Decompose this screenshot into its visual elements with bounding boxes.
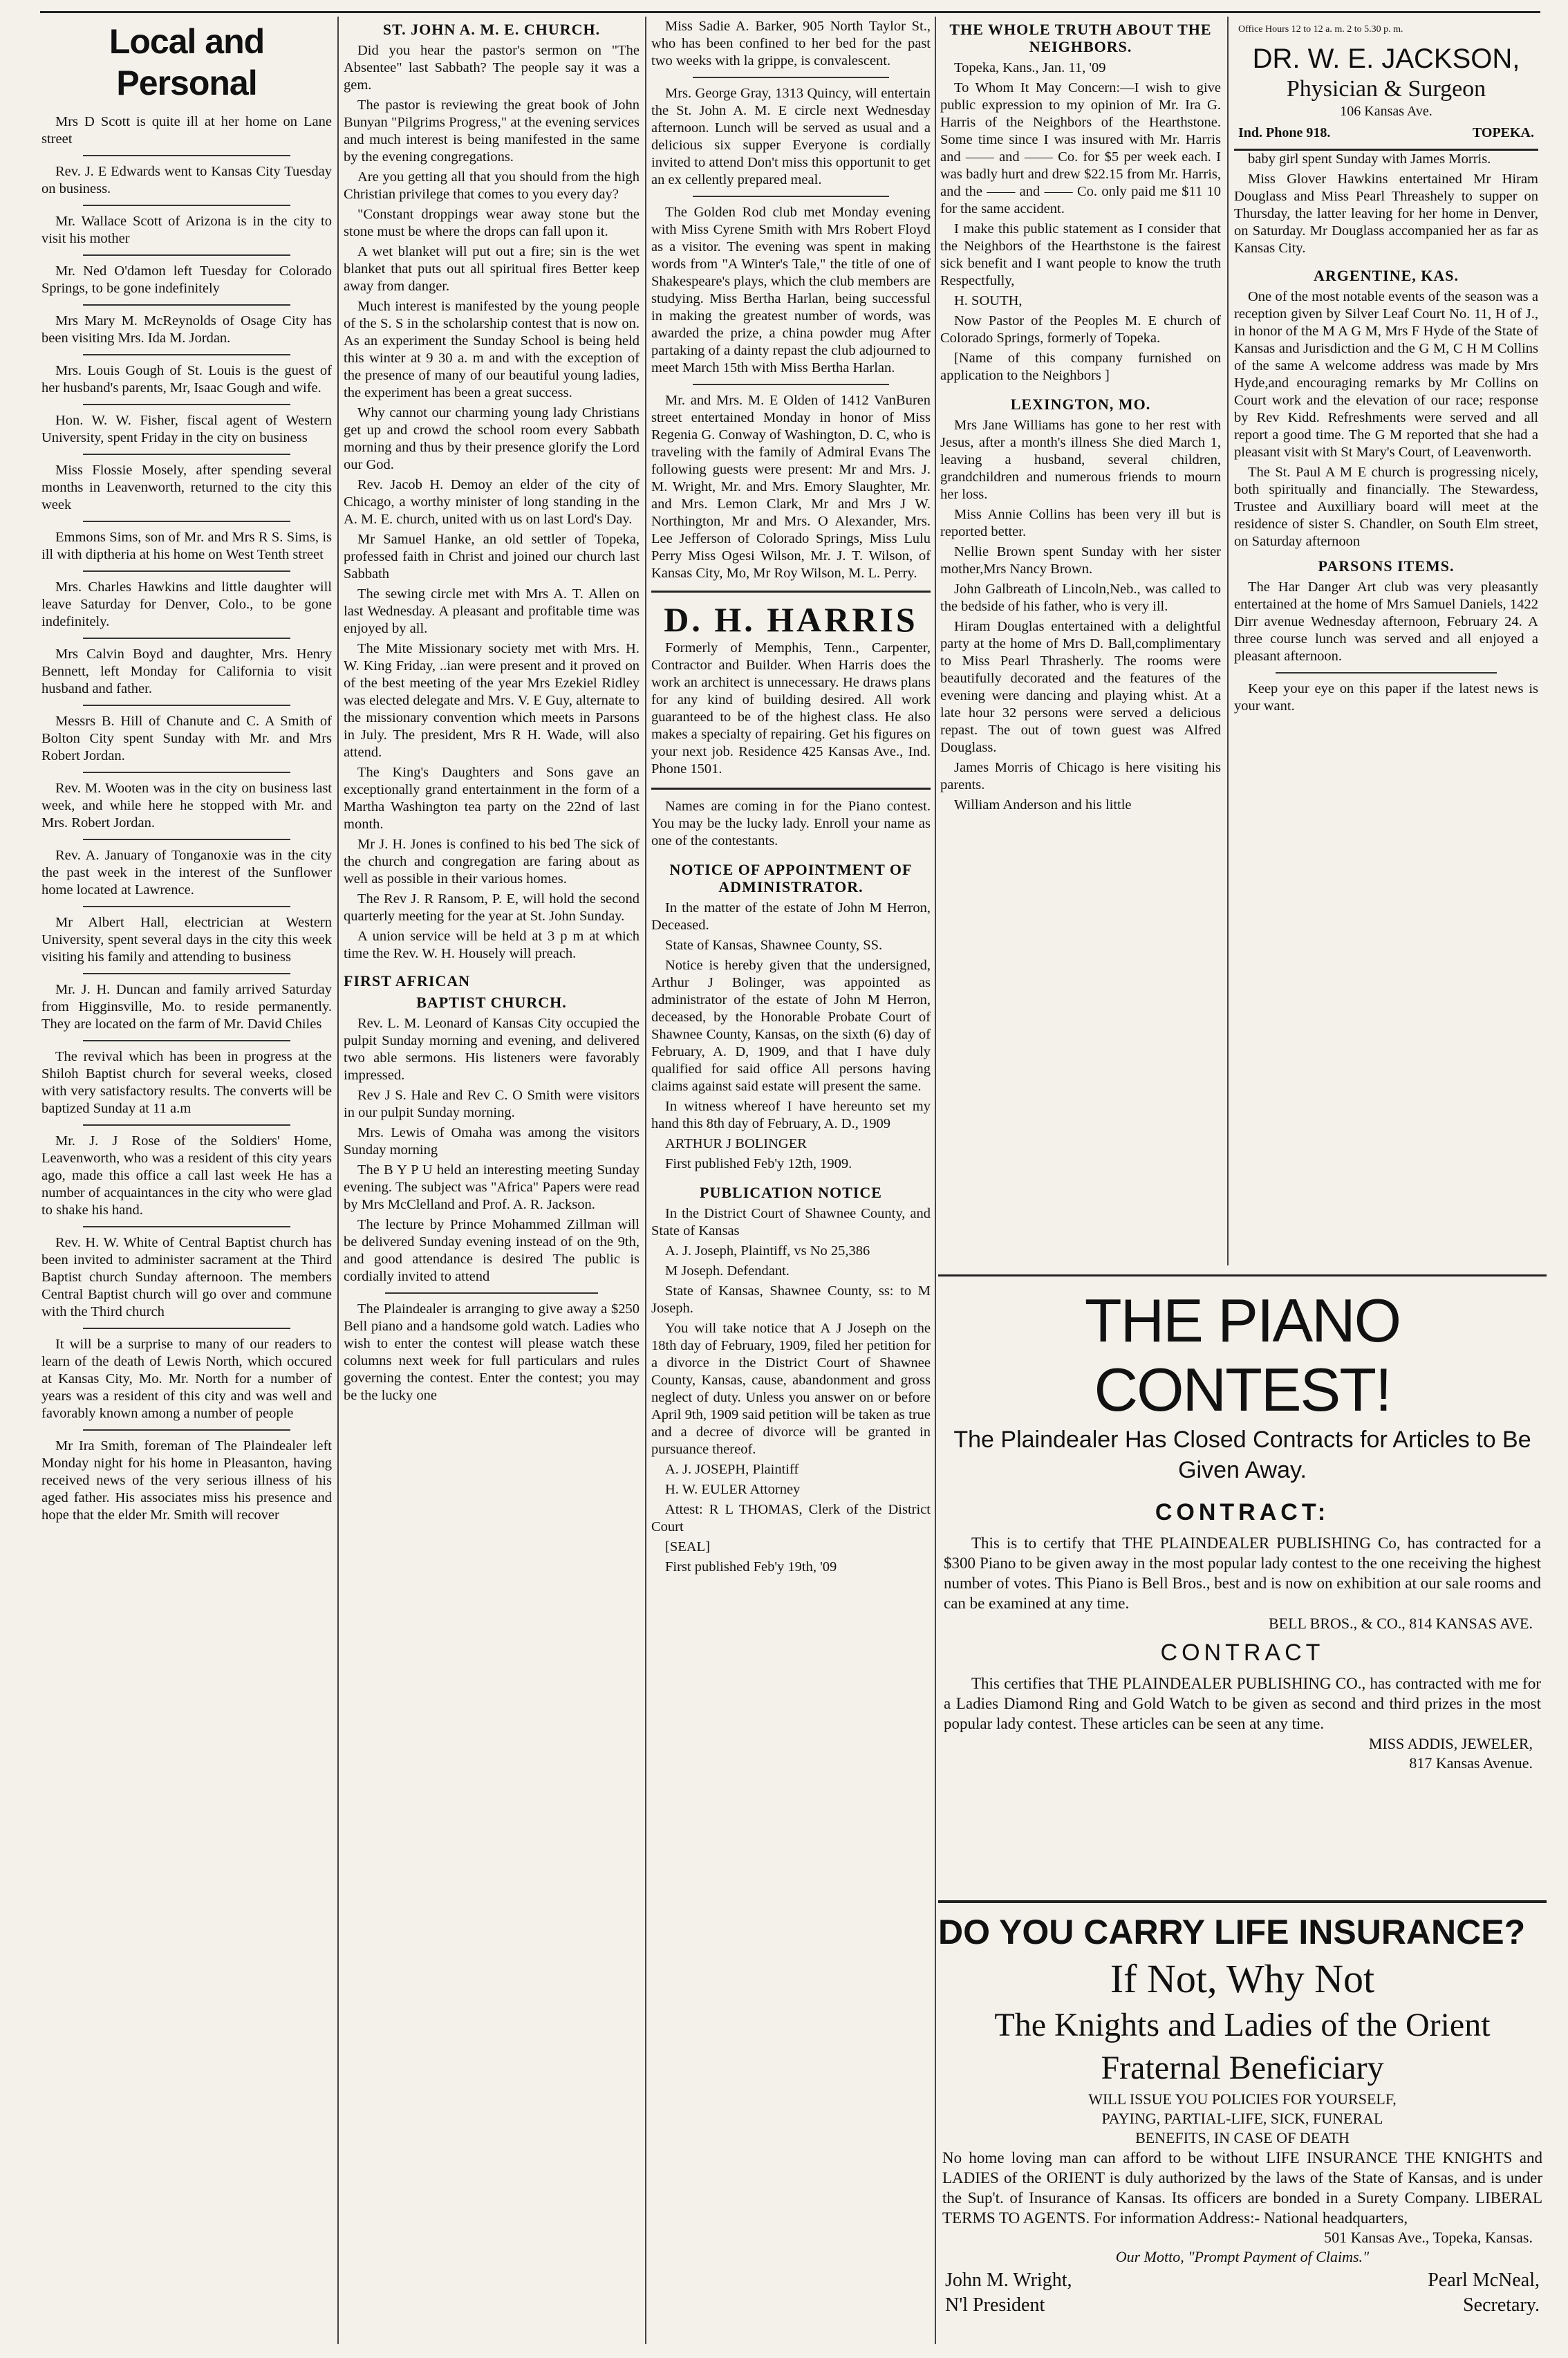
- church-paragraph: Why cannot our charming young lady Christians get up and crowd the school room every Sabbath morning and thus by their presence glorify the Lord our God.: [344, 405, 640, 472]
- baptist-paragraph: Rev J S. Hale and Rev C. O Smith were visitors in our pulpit Sunday morning.: [344, 1088, 640, 1120]
- column-divider: [935, 17, 936, 2344]
- item-separator: [83, 354, 290, 355]
- local-personal-heading: Local and Personal: [109, 22, 265, 102]
- item-separator: [693, 77, 889, 78]
- doctor-title: Physician & Surgeon: [1286, 76, 1486, 102]
- lexington-paragraph: Hiram Douglas entertained with a delightful party at the home of Mrs D. Ball,complimentary to Miss Pearl Thrasherly. The rooms were beautifully decorated and the features of the evening were dancing and playing whist. At a late hour 32 persons were served a delicious repast. The out of town guest was Alfred Douglass.: [940, 619, 1221, 755]
- church-paragraph: Did you hear the pastor's sermon on "The Absentee" last Sabbath? The people say it was a gem.: [344, 43, 640, 93]
- contract-text: This certifies that THE PLAINDEALER PUBLISHING CO., has contracted with me for a Ladies Diamond Ring and Gold Watch to be given as second and third prizes in the most popular lady contest. These articles can be seen at any time.: [944, 1675, 1541, 1732]
- local-item: Rev. A. January of Tonganoxie was in the city the past week in the interest of the Sunflower home located at Lawrence.: [41, 848, 332, 898]
- letter-paragraph: Topeka, Kans., Jan. 11, '09: [954, 60, 1106, 75]
- publication-paragraph: A. J. JOSEPH, Plaintiff: [665, 1462, 799, 1477]
- publication-paragraph: [SEAL]: [665, 1539, 710, 1554]
- publication-paragraph: A. J. Joseph, Plaintiff, vs No 25,386: [665, 1243, 870, 1259]
- item-separator: [693, 196, 889, 197]
- item-separator: [83, 205, 290, 206]
- item-separator: [83, 906, 290, 907]
- argentine-heading: ARGENTINE, KAS.: [1314, 267, 1459, 284]
- item-separator: [83, 570, 290, 572]
- item-separator: [83, 705, 290, 706]
- insurance-address: 501 Kansas Ave., Topeka, Kansas.: [1324, 2229, 1533, 2246]
- baptist-paragraph: The B Y P U held an interesting meeting Sunday evening. The subject was "Africa" Papers were read by Mrs McClelland and Prof. A. R. Jackson.: [344, 1162, 640, 1212]
- column-neighbors: [940, 18, 1221, 1265]
- baptist-heading: BAPTIST CHURCH.: [416, 994, 567, 1011]
- keep-eye-notice: Keep your eye on this paper if the latest news is your want.: [1234, 681, 1538, 714]
- item-separator: [385, 1292, 598, 1294]
- church-paragraph: The sewing circle met with Mrs A. T. Allen on last Wednesday. A pleasant and profitable time was enjoyed by all.: [344, 586, 640, 636]
- church-paragraph: A union service will be held at 3 p m at which time the Rev. W. H. Housely will preach.: [344, 929, 640, 961]
- item-separator: [1276, 672, 1497, 674]
- local-item: Mrs Calvin Boyd and daughter, Mrs. Henry Bennett, left Monday for California to visit husband and father.: [41, 647, 332, 696]
- doctor-city: TOPEKA.: [1472, 125, 1534, 140]
- publication-paragraph: Attest: R L THOMAS, Clerk of the District Court: [651, 1502, 931, 1534]
- local-item: It will be a surprise to many of our readers to learn of the death of Lewis North, which occured at Kansas City, Mo. Mr. North for a number of years was a resident of this city and was well and favorably known among a number of people: [41, 1337, 332, 1421]
- item-separator: [83, 973, 290, 974]
- local-item: Messrs B. Hill of Chanute and C. A Smith of Bolton City spent Sunday with Mr. and Mrs Robert Jordan.: [41, 714, 332, 763]
- publication-paragraph: State of Kansas, Shawnee County, ss: to M Joseph.: [651, 1283, 931, 1316]
- lexington-paragraph: Miss Annie Collins has been very ill but is reported better.: [940, 507, 1221, 539]
- insurance-signatures: [945, 2269, 1540, 2292]
- church-paragraph: The pastor is reviewing the great book of John Bunyan "Pilgrims Progress," at the evening services and much interest is being manifested in the same by the evening congregations.: [344, 98, 640, 165]
- piano-contest-title: THE PIANO CONTEST!: [1084, 1286, 1401, 1424]
- contract-heading: CONTRACT:: [1155, 1499, 1330, 1525]
- item-separator: [83, 521, 290, 522]
- church-paragraph: Mr J. H. Jones is confined to his bed The sick of the church and congregation are faring about as well as possible in their various homes.: [344, 837, 640, 886]
- column-divider: [337, 17, 339, 2344]
- publication-paragraph: First published Feb'y 19th, '09: [665, 1559, 837, 1575]
- doctor-address: 106 Kansas Ave.: [1340, 104, 1432, 119]
- notice-paragraph: In witness whereof I have hereunto set my hand this 8th day of February, A. D., 1909: [651, 1099, 931, 1131]
- local-item: The revival which has been in progress at the Shiloh Baptist church for several weeks, closed with very satisfactory results. The converts will be baptized Sunday at 11 a.m: [41, 1049, 332, 1116]
- lexington-paragraph: James Morris of Chicago is here visiting his parents.: [940, 760, 1221, 792]
- social-paragraph: The Golden Rod club met Monday evening with Miss Cyrene Smith with Mrs Robert Floyd as a visitor. The evening was spent in making words from "A Winter's Tale," the title of one of Shakespeare's plays, which the club members are studying. Miss Bertha Harlan, being successful in making the greatest number of words, was awarded the prize, a china powder mug After partaking of a dainty repast the club adjourned to meet March 15th with Miss Bertha Harlan.: [651, 205, 931, 375]
- church-paragraph: A wet blanket will put out a fire; sin is the wet blanket that puts out all spiritual fires Better keep away from danger.: [344, 244, 640, 294]
- notice-paragraph: State of Kansas, Shawnee County, SS.: [665, 938, 883, 953]
- publication-paragraph: M Joseph. Defendant.: [665, 1263, 790, 1279]
- notice-paragraph: In the matter of the estate of John M Herron, Deceased.: [651, 900, 931, 933]
- church-paragraph: Mr Samuel Hanke, an old settler of Topeka, professed faith in Christ and joined our church last Sabbath: [344, 532, 640, 582]
- contract-signature: MISS ADDIS, JEWELER,: [1368, 1735, 1533, 1752]
- parsons-paragraph: The Har Danger Art club was very pleasantly entertained at the home of Mrs Samuel Daniels, 1422 Dirr avenue Wednesday afternoon, February 24. A three course lunch was served and all enjoyed a pleasant afternoon.: [1234, 579, 1538, 664]
- insurance-body: No home loving man can afford to be without LIFE INSURANCE THE KNIGHTS and LADIES of the ORIENT is duly authorized by the laws of the State of Kansas, and is under the Sup't. of Insurance of Kansas. Its officers are bonded in a Surety Company. LIBERAL TERMS TO AGENTS. For information Address:- National headquarters,: [942, 2149, 1542, 2227]
- insurance-headline: DO YOU CARRY LIFE INSURANCE?: [938, 1913, 1526, 1951]
- top-rule: [40, 11, 1540, 13]
- contract-address: 817 Kansas Avenue.: [1409, 1754, 1533, 1772]
- contract-heading: CONTRACT: [1160, 1640, 1325, 1666]
- column-local-personal: [41, 18, 332, 2344]
- local-item: Mrs D Scott is quite ill at her home on Lane street: [41, 114, 332, 147]
- parsons-heading: PARSONS ITEMS.: [1318, 557, 1455, 575]
- item-separator: [83, 772, 290, 773]
- lexington-paragraph: Nellie Brown spent Sunday with her sister mother,Mrs Nancy Brown.: [940, 544, 1221, 577]
- local-item: Mr. Ned O'damon left Tuesday for Colorado Springs, to be gone indefinitely: [41, 263, 332, 296]
- item-separator: [83, 304, 290, 306]
- doctor-ad: [1234, 18, 1538, 151]
- item-separator: [83, 1429, 290, 1431]
- social-paragraph: Miss Sadie A. Barker, 905 North Taylor St., who has been confined to her bed for the past two weeks with la grippe, is convalescent.: [651, 19, 931, 68]
- news-paragraph: Miss Glover Hawkins entertained Mr Hiram Douglass and Miss Pearl Threashely to supper on Thursday, the latter leaving for her home in Denver, on Saturday. Mr Douglass accompanied her as far as Kansas City.: [1234, 171, 1538, 256]
- publication-paragraph: In the District Court of Shawnee County, and State of Kansas: [651, 1206, 931, 1238]
- notice-heading: NOTICE OF APPOINTMENT OF ADMINISTRATOR.: [669, 861, 913, 895]
- local-item: Mrs Mary M. McReynolds of Osage City has been visiting Mrs. Ida M. Jordan.: [41, 313, 332, 346]
- insurance-org: The Knights and Ladies of the Orient: [994, 2007, 1491, 2043]
- local-item: Mr. Wallace Scott of Arizona is in the city to visit his mother: [41, 214, 332, 246]
- baptist-heading: FIRST AFRICAN: [344, 972, 471, 990]
- notice-paragraph: First published Feb'y 12th, 1909.: [665, 1156, 852, 1171]
- church-paragraph: Much interest is manifested by the young people of the S. S in the scholarship contest that is now on. As an experiment the Sunday School is being held this winter at 9 30 a. m and with the exception of the presence of many of our beautiful young ladies, the experiment has been a great success.: [344, 299, 640, 400]
- item-separator: [83, 1124, 290, 1126]
- church-paragraph: The Mite Missionary society met with Mrs. H. W. King Friday, ..ian were present and it proved on of the best meeting of the year Mrs Ezekiel Ridley was elected delegate and Mrs. V. E Guy, alternate to the missionary convention which meets in Parsons in July. The president, Mrs R H. Wade, will also attend.: [344, 641, 640, 760]
- church-paragraph: Rev. Jacob H. Demoy an elder of the city of Chicago, a worthy minister of long standing in the A. M. E. church, united with us on last Lord's Day.: [344, 477, 640, 527]
- insurance-subheadline: If Not, Why Not: [1110, 1956, 1375, 2001]
- harris-ad: [651, 591, 931, 790]
- church-paragraph: The Rev J. R Ransom, P. E, will hold the second quarterly meeting for the year at St. John Sunday.: [344, 891, 640, 924]
- insurance-line: PAYING, PARTIAL-LIFE, SICK, FUNERAL: [1101, 2110, 1383, 2127]
- insurance-line: WILL ISSUE YOU POLICIES FOR YOURSELF,: [1088, 2090, 1397, 2108]
- piano-announcement: The Plaindealer is arranging to give away a $250 Bell piano and a handsome gold watch. Ladies who wish to enter the contest will please watch these columns next week for full particulars and rules governing the contest. Enter the contest; you may be the lucky one: [344, 1301, 640, 1403]
- column-doctor-news: [1234, 18, 1538, 1265]
- news-paragraph: baby girl spent Sunday with James Morris.: [1248, 151, 1491, 167]
- doctor-phone: Ind. Phone 918.: [1238, 125, 1331, 140]
- argentine-paragraph: The St. Paul A M E church is progressing nicely, both spiritually and financially. The Stewardess, Trustee and Auxilliary board will meet at the residence of sister S. Chandler, on South Elm street, on Saturday afternoon: [1234, 465, 1538, 549]
- local-item: Rev. J. E Edwards went to Kansas City Tuesday on business.: [41, 164, 332, 196]
- item-separator: [83, 638, 290, 639]
- doctor-phone-row: [1238, 124, 1534, 142]
- column-divider: [645, 17, 646, 2344]
- church-paragraph: "Constant droppings wear away stone but the stone must be where the drops can fall upon it.: [344, 207, 640, 239]
- local-item: Mr. J. J Rose of the Soldiers' Home, Leavenworth, who was a resident of this city years ago, made this office a call last week He has a number of acquaintances in the city who were glad to shake his hand.: [41, 1133, 332, 1218]
- item-separator: [83, 1226, 290, 1227]
- notice-paragraph: Notice is hereby given that the undersigned, Arthur J Bolinger, was appointed as administrator of the estate of John M Herron, deceased, by the Honorable Probate Court of Shawnee County, Kansas, on the sixth (6) day of February, A. D, 1909, and that I have duly qualified for said office All persons having claims against said estate will present the same.: [651, 958, 931, 1094]
- insurance-role: Secretary.: [1463, 2294, 1540, 2316]
- insurance-motto: Our Motto, "Prompt Payment of Claims.": [1115, 2248, 1370, 2265]
- item-separator: [83, 1040, 290, 1041]
- church-paragraph: Are you getting all that you should from the high Christian privilege that comes to you every day?: [344, 169, 640, 202]
- letter-paragraph: Now Pastor of the Peoples M. E church of Colorado Springs, formerly of Topeka.: [940, 313, 1221, 346]
- item-separator: [83, 1328, 290, 1329]
- doctor-name: DR. W. E. JACKSON,: [1252, 44, 1520, 74]
- baptist-paragraph: The lecture by Prince Mohammed Zillman will be delivered Sunday evening instead of on the 9th, and good attendance is desired The public is cordially invited to attend: [344, 1217, 640, 1284]
- church-paragraph: The King's Daughters and Sons gave an exceptionally grand entertainment in the form of a Martha Washington tea party on the 22nd of last month.: [344, 765, 640, 832]
- insurance-ad: [938, 1900, 1547, 2352]
- baptist-paragraph: Rev. L. M. Leonard of Kansas City occupied the pulpit Sunday morning and evening, and delivered two able sermons. His listeners were favorably impressed.: [344, 1016, 640, 1083]
- insurance-roles: [945, 2294, 1540, 2317]
- publication-paragraph: You will take notice that A J Joseph on the 18th day of February, 1909, filed her petition for a divorce in the District Court of Shawnee County, Kansas, cause, abandonment and gross neglect of duty. Unless you answer on or before April 9th, 1909 said petition will be taken as true and a decree of divorce will be granted in pursuance thereof.: [651, 1321, 931, 1457]
- letter-paragraph: To Whom It May Concern:—I wish to give public expression to my opinion of Mr. Ira G. Harris of the Neighbors of the Hearthstone. Some time since I was insured with Mr. Harris and —— and —— Co. for $5 per week each. I was badly hurt and drew $22.15 from Mr. Harris, and the —— and —— Co. only paid me $11 10 for the same accident.: [940, 80, 1221, 216]
- local-item: Mrs. Louis Gough of St. Louis is the guest of her husband's parents, Mr, Isaac Gough and wife.: [41, 363, 332, 396]
- baptist-paragraph: Mrs. Lewis of Omaha was among the visitors Sunday morning: [344, 1125, 640, 1158]
- local-item: Mr. J. H. Duncan and family arrived Saturday from Higginsville, Mo. to reside permanently. They are located on the farm of Mr. David Chiles: [41, 982, 332, 1032]
- lexington-paragraph: Mrs Jane Williams has gone to her rest with Jesus, after a month's illness She died March 1, leaving a husband, several children, grandchildren and numerous friends to mourn her loss.: [940, 418, 1221, 502]
- item-separator: [693, 384, 889, 385]
- local-item: Mrs. Charles Hawkins and little daughter will leave Saturday for Denver, Colo., to be gone indefinitely.: [41, 579, 332, 629]
- social-paragraph: Mr. and Mrs. M. E Olden of 1412 VanBuren street entertained Monday in honor of Miss Regenia G. Conway of Washington, D. C, who is traveling with the family of Admiral Evans The following guests were present: Mr and Mrs. J. M. Wright, Mr. and Mrs. Emory Slaughter, Mr. and Mrs. Lemon Clark, Mr and Mrs J W. Northington, Mr and Mrs. O Alexander, Mrs. Lee Jefferson of Colorado Springs, Miss Lulu Perry Miss Ogesi Wilson, Mr. J. T. Wilson, of Kansas City, Mo, Mr Roy Wilson, M. L. Perry.: [651, 393, 931, 581]
- letter-paragraph: [Name of this company furnished on application to the Neighbors ]: [940, 351, 1221, 383]
- publication-heading: PUBLICATION NOTICE: [700, 1184, 882, 1201]
- item-separator: [83, 155, 290, 156]
- column-divider: [1227, 17, 1229, 1265]
- insurance-role: N'l President: [945, 2294, 1045, 2316]
- local-item: Hon. W. W. Fisher, fiscal agent of Western University, spent Friday in the city on business: [41, 413, 332, 445]
- piano-contest-subtitle: The Plaindealer Has Closed Contracts for Articles to Be Given Away.: [953, 1427, 1531, 1483]
- insurance-name: John M. Wright,: [945, 2269, 1072, 2291]
- piano-names-notice: Names are coming in for the Piano contest. You may be the lucky lady. Enroll your name as one of the contestants.: [651, 799, 931, 848]
- harris-text: Formerly of Memphis, Tenn., Carpenter, Contractor and Builder. When Harris does the work an architect is unnecessary. He draws plans for any kind of building desired. All work guaranteed to be of the highest class. He also makes a specialty of repairing. Get his figures on your next job. Residence 425 Kansas Ave., Ind. Phone 1501.: [651, 640, 931, 777]
- contract-signature: BELL BROS., & CO., 814 KANSAS AVE.: [1268, 1615, 1533, 1632]
- lexington-heading: LEXINGTON, MO.: [1010, 396, 1151, 413]
- publication-paragraph: H. W. EULER Attorney: [665, 1482, 801, 1497]
- local-item: Miss Flossie Mosely, after spending several months in Leavenworth, returned to the city this week: [41, 463, 332, 512]
- local-item: Rev. M. Wooten was in the city on business last week, and while here he stopped with Mr. and Mrs. Robert Jordan.: [41, 781, 332, 830]
- insurance-name: Pearl McNeal,: [1428, 2269, 1540, 2291]
- local-item: Mr Ira Smith, foreman of The Plaindealer left Monday night for his home in Pleasanton, having received news of the very serious illness of his aged father. His associates miss his presence and hope that the elder Mr. Smith will recover: [41, 1438, 332, 1523]
- st-john-heading: ST. JOHN A. M. E. CHURCH.: [382, 21, 601, 38]
- item-separator: [83, 254, 290, 256]
- lexington-paragraph: William Anderson and his little: [954, 797, 1132, 813]
- whole-truth-heading: THE WHOLE TRUTH ABOUT THE NEIGHBORS.: [949, 21, 1212, 55]
- insurance-org-type: Fraternal Beneficiary: [1101, 2050, 1384, 2086]
- notice-paragraph: ARTHUR J BOLINGER: [665, 1136, 807, 1151]
- column-social-notices: [651, 18, 931, 2344]
- local-item: Emmons Sims, son of Mr. and Mrs R S. Sims, is ill with diptheria at his home on West Tenth street: [41, 530, 332, 562]
- item-separator: [83, 404, 290, 405]
- column-church-news: [344, 18, 640, 2344]
- harris-name: D. H. HARRIS: [664, 600, 918, 639]
- contract-text: This is to certify that THE PLAINDEALER PUBLISHING Co, has contracted for a $300 Piano to be given away in the most popular lady contest to the one receiving the highest number of votes. This Piano is Bell Bros., best and is now on exhibition at our sale rooms and can be examined at any time.: [944, 1534, 1541, 1612]
- item-separator: [83, 839, 290, 840]
- lexington-paragraph: John Galbreath of Lincoln,Neb., was called to the bedside of his father, who is very ill.: [940, 582, 1221, 614]
- letter-paragraph: H. SOUTH,: [954, 293, 1023, 308]
- social-paragraph: Mrs. George Gray, 1313 Quincy, will entertain the St. John A. M. E circle next Wednesday afternoon. Lunch will be served as usual and a delicious six supper Everyone is cordially invited to attend Don't miss this opportunit to get an ex cellently prepared meal.: [651, 86, 931, 187]
- office-hours: Office Hours 12 to 12 a. m. 2 to 5.30 p. m.: [1238, 24, 1403, 35]
- local-item: Rev. H. W. White of Central Baptist church has been invited to administer sacrament at the Third Baptist church Sunday afternoon. The members Central Baptist church will go over and commune with the Third church: [41, 1235, 332, 1319]
- letter-paragraph: I make this public statement as I consider that the Neighbors of the Hearthstone is the fairest sick benefit and I want people to know the truth Respectfully,: [940, 221, 1221, 288]
- item-separator: [83, 454, 290, 455]
- argentine-paragraph: One of the most notable events of the season was a reception given by Silver Leaf Court No. 11, H of J., in honor of the M A G M, Mrs F Hyde of the State of Kansas and Jurisdiction and the G M, C H M Collins of the same A welcome address was made by Mrs Hyde,and encouraging remarks by Mr Collins on Court work and the elevation of our race; response by Rev Kidd. Refreshments were served and all report a good time. The G M reported that she had a pleasant visit with St Mary's Court, of Leavenworth.: [1234, 289, 1538, 460]
- local-item: Mr Albert Hall, electrician at Western University, spent several days in the city this week visiting his family and attending to business: [41, 915, 332, 965]
- insurance-line: BENEFITS, IN CASE OF DEATH: [1135, 2129, 1350, 2146]
- piano-contest-ad: [938, 1274, 1547, 1895]
